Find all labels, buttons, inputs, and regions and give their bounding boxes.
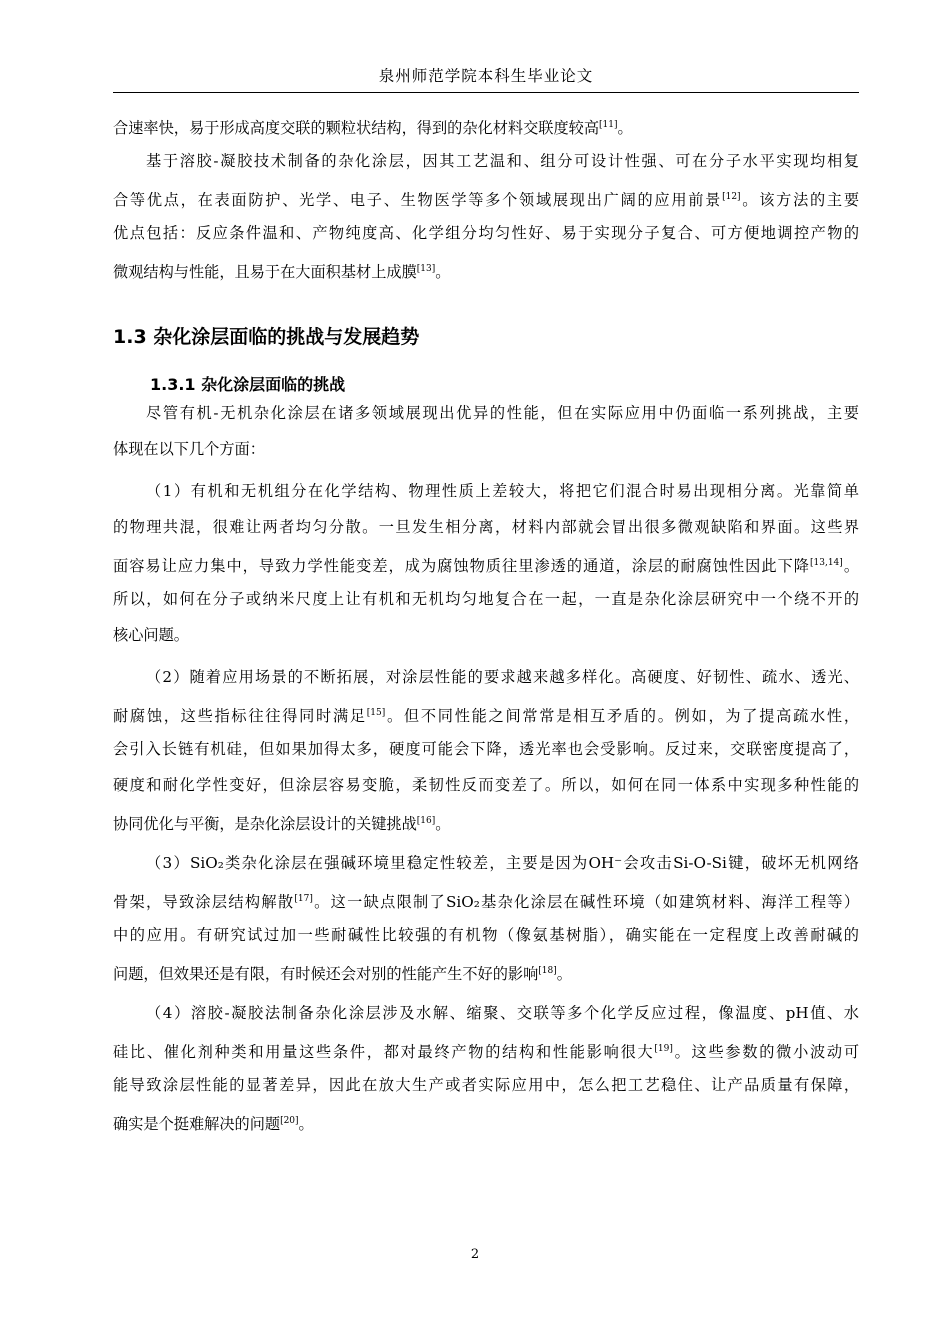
- text-line: （2）随着应用场景的不断拓展，对涂层性能的要求越来越多样化。高硬度、好韧性、疏水、透光、: [146, 668, 859, 686]
- text-line: 耐腐蚀，这些指标往往得同时满足[15]。但不同性能之间常常是相互矛盾的。例如，为了提高疏水性，: [113, 707, 859, 726]
- text-line: （3）SiO₂类杂化涂层在强碱环境里稳定性较差，主要是因为OH⁻会攻击Si-O-Si键，破坏无机网络: [146, 854, 859, 872]
- text-line: （4）溶胶-凝胶法制备杂化涂层涉及水解、缩聚、交联等多个化学反应过程，像温度、pH值、水: [146, 1004, 859, 1022]
- text-line: 核心问题。: [113, 626, 189, 644]
- text-line: 的物理共混，很难让两者均匀分散。一旦发生相分离，材料内部就会冒出很多微观缺陷和界面。这些界: [113, 518, 859, 536]
- text-line: 协同优化与平衡，是杂化涂层设计的关键挑战[16]。: [113, 815, 451, 834]
- text-line: 硬度和耐化学性变好，但涂层容易变脆，柔韧性反而变差了。所以，如何在同一体系中实现多种性能的: [113, 776, 859, 794]
- text-line: 面容易让应力集中，导致力学性能变差，成为腐蚀物质往里渗透的通道，涂层的耐腐蚀性因此下降[13,14]。: [113, 557, 859, 576]
- text-line: 基于溶胶-凝胶技术制备的杂化涂层，因其工艺温和、组分可设计性强、可在分子水平实现均相复: [146, 152, 859, 170]
- text-line: 合速率快，易于形成高度交联的颗粒状结构，得到的杂化材料交联度较高[11]。: [113, 119, 633, 138]
- text-line: 中的应用。有研究试过加一些耐碱性比较强的有机物（像氨基树脂），确实能在一定程度上改善耐碱的: [113, 926, 859, 944]
- running-header: 泉州师范学院本科生毕业论文: [378, 67, 594, 85]
- text-line: 合等优点，在表面防护、光学、电子、生物医学等多个领域展现出广阔的应用前景[12]。该方法的主要: [113, 191, 859, 210]
- text-line: 所以，如何在分子或纳米尺度上让有机和无机均匀地复合在一起，一直是杂化涂层研究中一个绕不开的: [113, 590, 859, 608]
- text-line: 会引入长链有机硅，但如果加得太多，硬度可能会下降，透光率也会受影响。反过来，交联密度提高了，: [113, 740, 859, 758]
- text-line: （1）有机和无机组分在化学结构、物理性质上差较大，将把它们混合时易出现相分离。光靠简单: [146, 482, 859, 500]
- section-heading: 1.3 杂化涂层面临的挑战与发展趋势: [113, 326, 420, 348]
- text-line: 骨架，导致涂层结构解散[17]。这一缺点限制了SiO₂基杂化涂层在碱性环境（如建筑材料、海洋工程等）: [113, 893, 859, 912]
- page-number: 2: [470, 1247, 480, 1262]
- header-rule: [113, 92, 859, 93]
- text-line: 问题，但效果还是有限，有时候还会对别的性能产生不好的影响[18]。: [113, 965, 572, 984]
- text-line: 确实是个挺难解决的问题[20]。: [113, 1115, 314, 1134]
- text-line: 能导致涂层性能的显著差异，因此在放大生产或者实际应用中，怎么把工艺稳住、让产品质量有保障，: [113, 1076, 859, 1094]
- text-line: 尽管有机-无机杂化涂层在诸多领域展现出优异的性能，但在实际应用中仍面临一系列挑战，主要: [146, 404, 859, 422]
- subsection-heading: 1.3.1 杂化涂层面临的挑战: [150, 375, 346, 394]
- text-line: 硅比、催化剂种类和用量这些条件，都对最终产物的结构和性能影响很大[19]。这些参数的微小波动可: [113, 1043, 859, 1062]
- text-line: 体现在以下几个方面：: [113, 440, 265, 458]
- text-line: 微观结构与性能，且易于在大面积基材上成膜[13]。: [113, 263, 451, 282]
- text-line: 优点包括：反应条件温和、产物纯度高、化学组分均匀性好、易于实现分子复合、可方便地调控产物的: [113, 224, 859, 242]
